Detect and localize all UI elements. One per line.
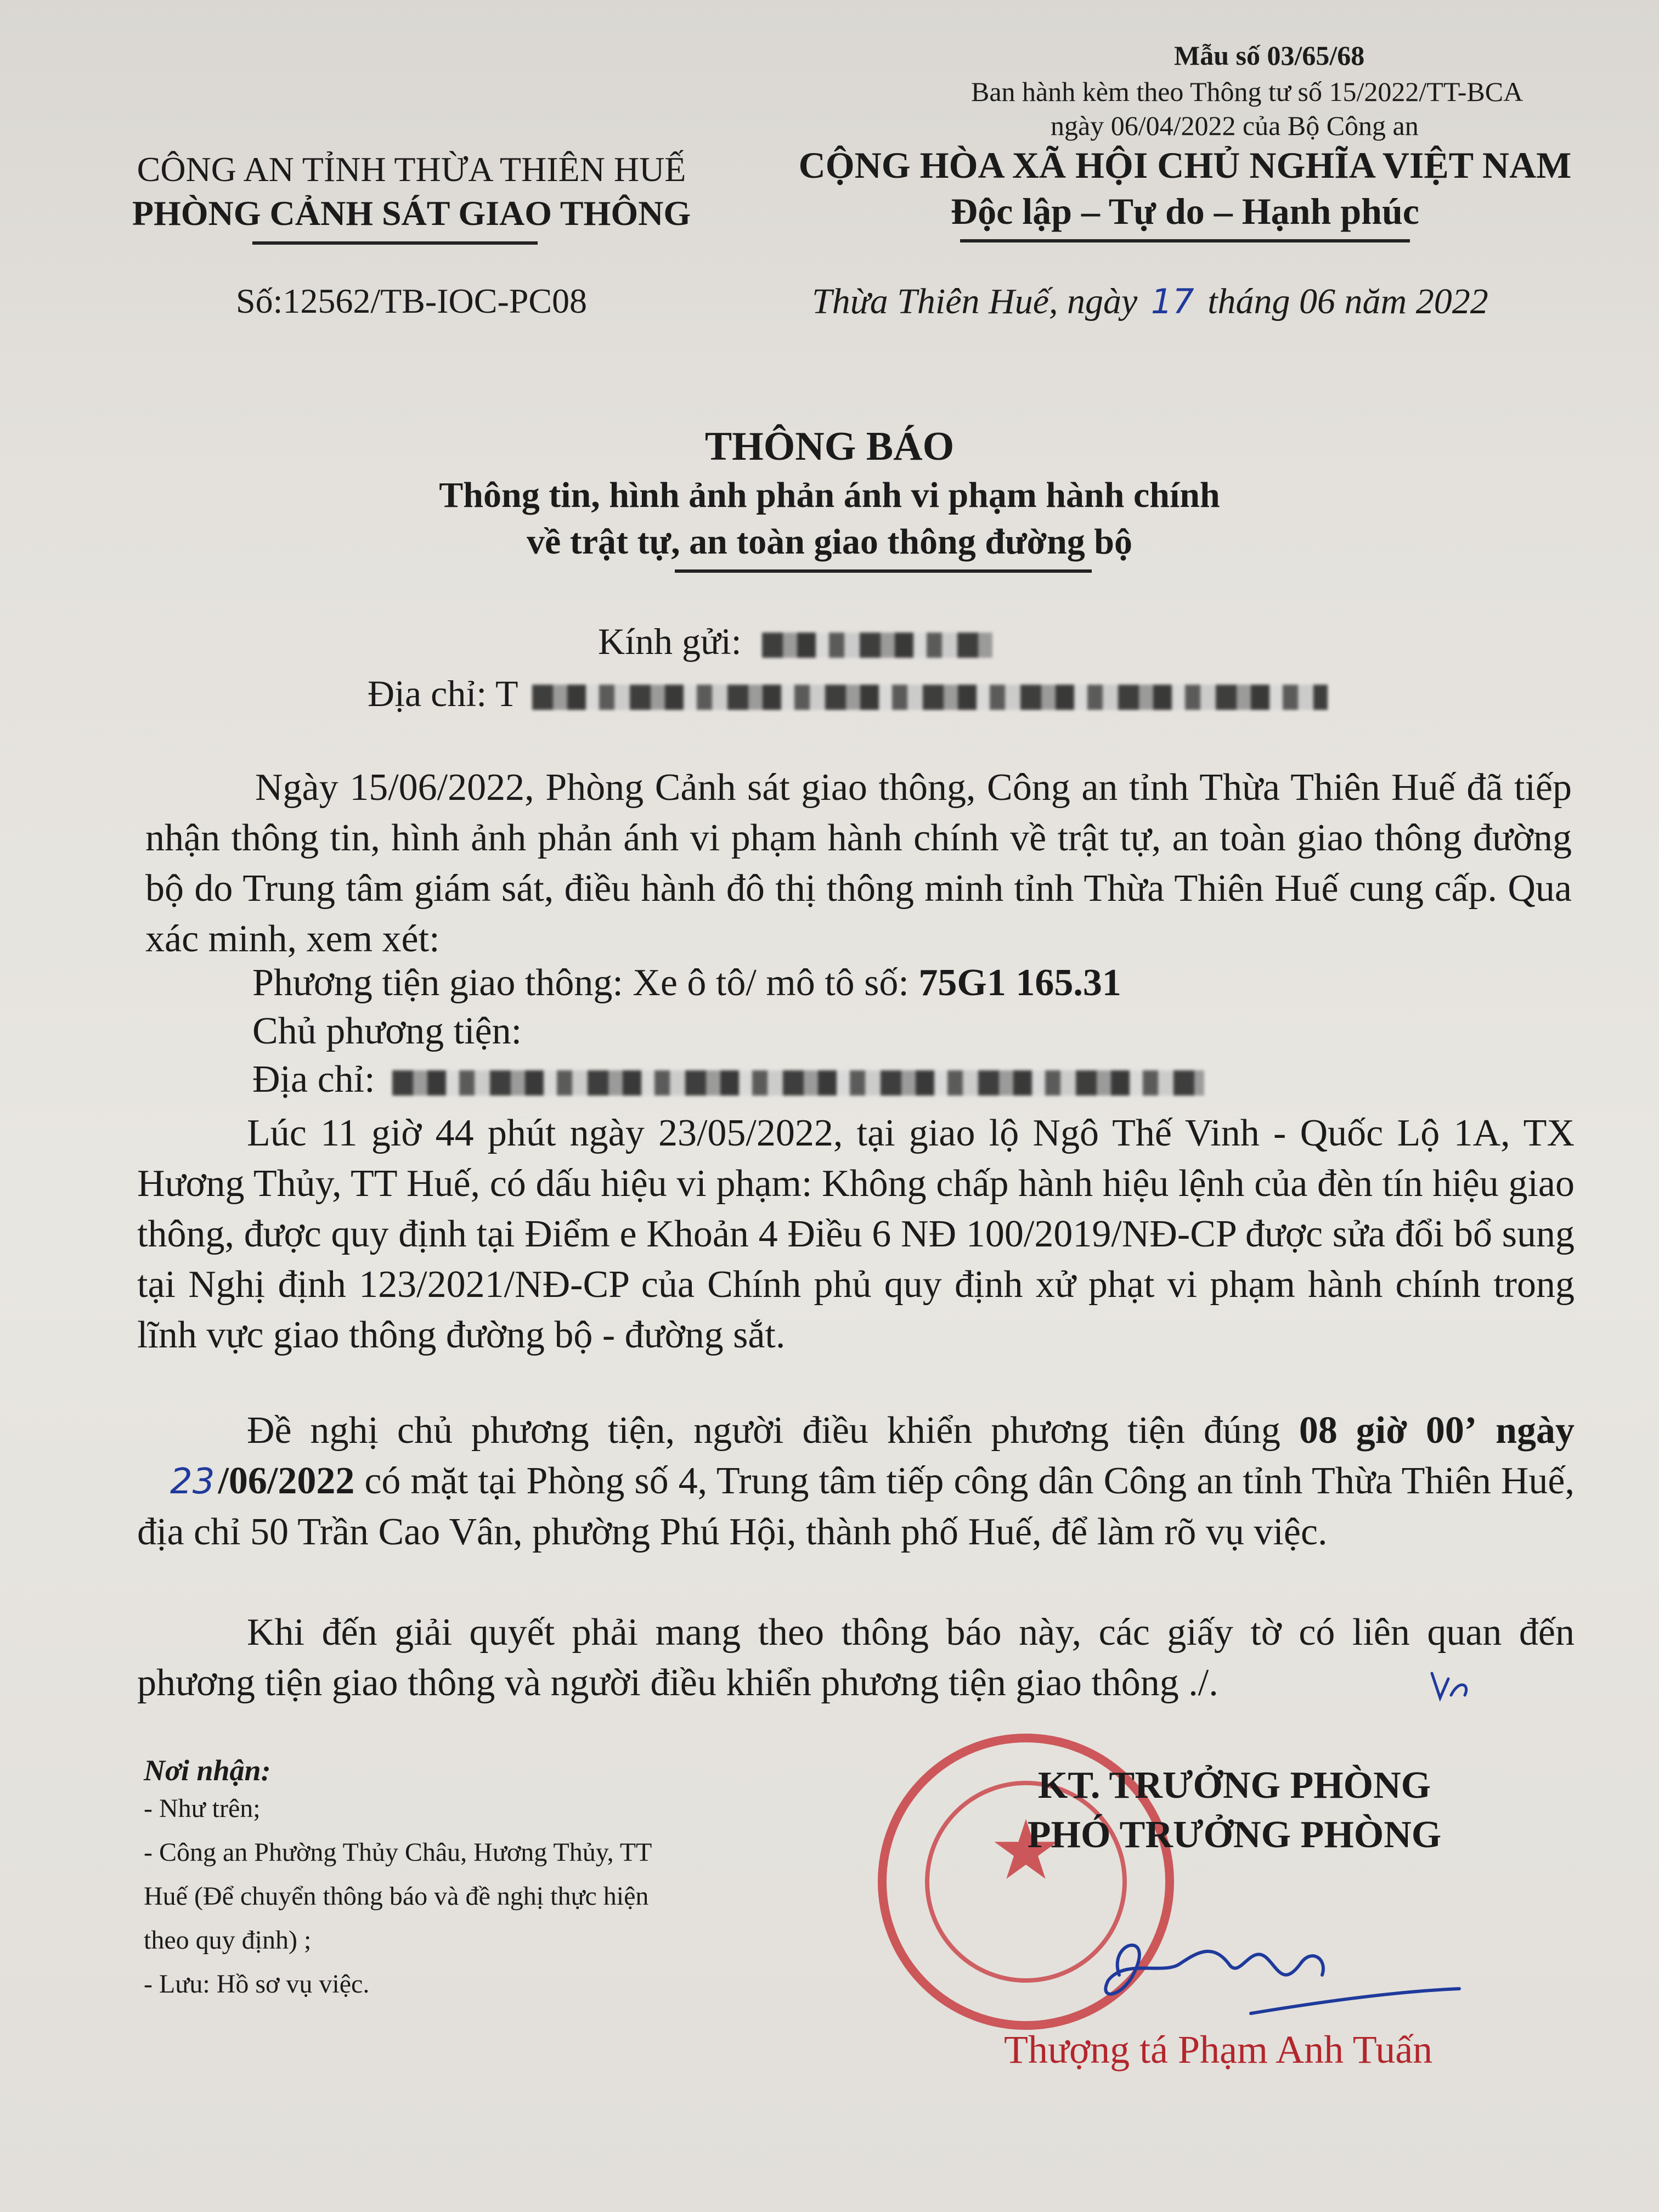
form-issued-by: Ban hành kèm theo Thông tư số 15/2022/TT-BCA xyxy=(971,76,1523,107)
recipient-address xyxy=(368,672,1328,715)
signer-name: Thượng tá Phạm Anh Tuấn xyxy=(1004,2028,1433,2072)
appointment-time: 08 giờ 00’ xyxy=(1299,1409,1477,1452)
form-issued-date: ngày 06/04/2022 của Bộ Công an xyxy=(1051,110,1419,141)
agency-name: CÔNG AN TỈNH THỪA THIÊN HUẾ xyxy=(137,150,686,189)
state-underline xyxy=(960,239,1410,242)
receiver-item: theo quy định) ; xyxy=(144,1926,312,1955)
receiver-item: Huế (Để chuyển thông báo và đề nghị thực hiện xyxy=(144,1882,649,1911)
recipient-to-label: Kính gửi: xyxy=(598,620,742,662)
paragraph-3-end: có mặt tại Phòng số 4, Trung tâm tiếp công dân Công an tỉnh Thừa Thiên Huế, địa chỉ 50 Trần Cao Vân, phường Phú Hội, thành phố Huế, để làm rõ vụ việc. xyxy=(137,1460,1575,1553)
redacted-recipient-address xyxy=(532,685,1328,710)
vehicle-plate: 75G1 165.31 xyxy=(918,962,1121,1004)
document-date-day-handwritten: 17 xyxy=(1150,281,1194,321)
receivers-title: Nơi nhận: xyxy=(144,1754,271,1787)
document-number: Số:12562/TB-IOC-PC08 xyxy=(235,281,588,320)
body-paragraph-3 xyxy=(137,1406,1575,1558)
vehicle-line xyxy=(252,961,1121,1005)
paragraph-3-start: Đề nghị chủ phương tiện, người điều khiển phương tiện đúng xyxy=(247,1409,1280,1452)
body-paragraph-4: Khi đến giải quyết phải mang theo thông báo này, các giấy tờ có liên quan đến phương tiện giao thông và người điều khiển phương tiện giao thông ./. xyxy=(137,1611,1575,1704)
document-date-prefix: Thừa Thiên Huế, ngày xyxy=(812,281,1138,321)
redacted-owner-address xyxy=(392,1070,1204,1096)
form-number: Mẫu số 03/65/68 xyxy=(1174,40,1365,71)
title-underline xyxy=(675,569,1092,573)
signature-title-2: PHÓ TRƯỞNG PHÒNG xyxy=(1027,1814,1442,1856)
agency-underline xyxy=(252,241,538,245)
appointment-day-label: ngày xyxy=(1496,1409,1575,1452)
appointment-date: /06/2022 xyxy=(218,1460,355,1502)
vehicle-label: Phương tiện giao thông: Xe ô tô/ mô tô số: xyxy=(252,962,909,1004)
notice-subtitle-1: Thông tin, hình ảnh phản ánh vi phạm hành chính xyxy=(439,475,1220,515)
signature-title-1: KT. TRƯỞNG PHÒNG xyxy=(1037,1764,1431,1807)
state-motto: Độc lập – Tự do – Hạnh phúc xyxy=(951,190,1419,232)
appointment-day-handwritten: 23 xyxy=(170,1462,215,1502)
agency-department: PHÒNG CẢNH SÁT GIAO THÔNG xyxy=(132,194,691,233)
handwritten-signature xyxy=(1086,1909,1470,2030)
owner-line xyxy=(252,1009,522,1053)
star-icon: ★ xyxy=(989,1803,1063,1898)
recipient-address-label: Địa chỉ: xyxy=(368,673,487,714)
document-date xyxy=(812,281,1488,323)
recipient-to xyxy=(598,620,992,663)
owner-address-label: Địa chỉ: xyxy=(252,1058,375,1101)
handwritten-mark xyxy=(1426,1668,1476,1706)
recipient-address-visible-char: T xyxy=(495,673,518,714)
notice-subtitle-2: về trật tự, an toàn giao thông đường bộ xyxy=(526,522,1133,562)
body-paragraph-1: Ngày 15/06/2022, Phòng Cảnh sát giao thông, Công an tỉnh Thừa Thiên Huế đã tiếp nhận thông tin, hình ảnh phản ánh vi phạm hành chính về trật tự, an toàn giao thông đường bộ do Trung tâm giám sát, điều hành đô thị thông minh tỉnh Thừa Thiên Huế cung cấp. Qua xác minh, xem xét: xyxy=(145,766,1572,960)
document-date-suffix: tháng 06 năm 2022 xyxy=(1207,281,1488,321)
receiver-item: - Công an Phường Thủy Châu, Hương Thủy, TT xyxy=(144,1838,652,1867)
redacted-recipient-name xyxy=(762,633,992,658)
owner-address-line xyxy=(252,1058,1204,1102)
notice-title: THÔNG BÁO xyxy=(704,424,955,469)
state-name: CỘNG HÒA XÃ HỘI CHỦ NGHĨA VIỆT NAM xyxy=(798,144,1572,186)
body-paragraph-2: Lúc 11 giờ 44 phút ngày 23/05/2022, tại giao lộ Ngô Thế Vinh - Quốc Lộ 1A, TX Hương Thủy, TT Huế, có dấu hiệu vi phạm: Không chấp hành hiệu lệnh của đèn tín hiệu giao thông, được quy định tại Điểm e Khoản 4 Điều 6 NĐ 100/2019/NĐ-CP được sửa đổi bổ sung tại Nghị định 123/2021/NĐ-CP của Chính phủ quy định xử phạt vi phạm hành chính trong lĩnh vực giao thông đường bộ - đường sắt. xyxy=(137,1112,1575,1356)
owner-label: Chủ phương tiện: xyxy=(252,1010,522,1052)
receiver-item: - Lưu: Hồ sơ vụ việc. xyxy=(144,1970,370,1999)
receiver-item: - Như trên; xyxy=(144,1794,261,1823)
